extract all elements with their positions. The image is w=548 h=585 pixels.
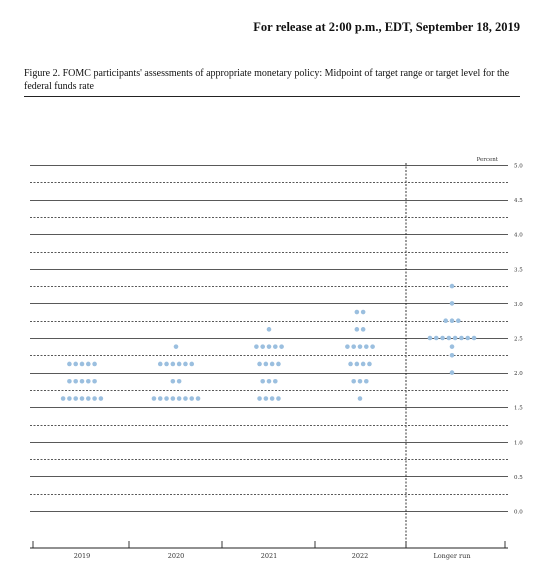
data-dot xyxy=(73,396,78,401)
data-dot xyxy=(260,379,265,384)
data-dot xyxy=(264,362,269,367)
data-dot xyxy=(364,344,369,349)
data-dot xyxy=(264,396,269,401)
data-dot xyxy=(171,396,176,401)
y-tick-label: 2.0 xyxy=(514,371,523,378)
data-dot xyxy=(364,379,369,384)
y-tick-label: 4.5 xyxy=(514,198,523,205)
x-tick-label: 2020 xyxy=(167,552,185,560)
data-dot xyxy=(450,353,455,358)
data-dot xyxy=(257,396,262,401)
data-dot xyxy=(164,362,169,367)
y-tick-label: 5.0 xyxy=(514,163,523,170)
y-tick-label: 1.0 xyxy=(514,440,523,447)
data-dot xyxy=(67,362,72,367)
data-dot xyxy=(450,370,455,375)
data-dot xyxy=(355,310,360,315)
data-dot xyxy=(459,336,464,341)
data-dot xyxy=(355,362,360,367)
data-dot xyxy=(92,362,97,367)
data-dot xyxy=(367,362,372,367)
data-dot xyxy=(92,379,97,384)
data-dot xyxy=(254,344,259,349)
data-dot xyxy=(358,344,363,349)
data-dot xyxy=(358,396,363,401)
data-dot xyxy=(450,284,455,289)
data-dot xyxy=(183,362,188,367)
data-dot xyxy=(80,396,85,401)
data-dot xyxy=(273,379,278,384)
data-dot xyxy=(443,318,448,323)
data-dot xyxy=(361,310,366,315)
data-dot xyxy=(348,362,353,367)
data-dot xyxy=(450,344,455,349)
y-tick-label: 4.0 xyxy=(514,232,523,239)
data-dot xyxy=(450,318,455,323)
y-tick-label: 0.0 xyxy=(514,509,523,516)
data-dot xyxy=(183,396,188,401)
data-dot xyxy=(260,344,265,349)
y-tick-label: 0.5 xyxy=(514,474,523,481)
data-dot xyxy=(92,396,97,401)
data-dot xyxy=(370,344,375,349)
data-dot xyxy=(177,362,182,367)
data-dot xyxy=(177,396,182,401)
x-tick-label: 2022 xyxy=(351,552,369,560)
data-dot xyxy=(61,396,66,401)
data-dot xyxy=(267,379,272,384)
data-dot xyxy=(80,379,85,384)
data-dot xyxy=(440,336,445,341)
data-dot xyxy=(189,396,194,401)
data-dot xyxy=(67,379,72,384)
data-dot xyxy=(270,362,275,367)
data-dot xyxy=(456,318,461,323)
data-dot xyxy=(428,336,433,341)
x-tick-label: Longer run xyxy=(433,552,471,560)
data-dot xyxy=(465,336,470,341)
data-dot xyxy=(86,396,91,401)
data-dot xyxy=(361,327,366,332)
unit-label: Percent xyxy=(476,157,498,163)
data-dot xyxy=(276,362,281,367)
y-tick-label: 3.5 xyxy=(514,267,523,274)
data-dot xyxy=(174,344,179,349)
data-dot xyxy=(189,362,194,367)
data-dot xyxy=(164,396,169,401)
data-dot xyxy=(171,379,176,384)
data-dot xyxy=(86,362,91,367)
figure-caption: Figure 2. FOMC participants' assessments of appropriate monetary policy: Midpoint of target range or target level for the federal funds rate xyxy=(24,68,510,92)
data-dot xyxy=(73,362,78,367)
data-dot xyxy=(450,301,455,306)
data-dot xyxy=(80,362,85,367)
data-dot xyxy=(472,336,477,341)
data-dot xyxy=(158,362,163,367)
y-tick-label: 3.0 xyxy=(514,301,523,308)
data-dot xyxy=(361,362,366,367)
data-dot xyxy=(273,344,278,349)
data-dot xyxy=(152,396,157,401)
data-dot xyxy=(434,336,439,341)
x-tick-label: 2019 xyxy=(73,552,91,560)
data-dot xyxy=(358,379,363,384)
data-dot xyxy=(73,379,78,384)
data-dot xyxy=(171,362,176,367)
data-dot xyxy=(453,336,458,341)
data-dot xyxy=(279,344,284,349)
data-dot xyxy=(345,344,350,349)
y-tick-label: 2.5 xyxy=(514,336,523,343)
data-dot xyxy=(67,396,72,401)
data-dot xyxy=(447,336,452,341)
data-dot xyxy=(351,379,356,384)
x-tick-label: 2021 xyxy=(260,552,278,560)
data-dot xyxy=(196,396,201,401)
data-dot xyxy=(270,396,275,401)
data-dot xyxy=(276,396,281,401)
y-tick-label: 1.5 xyxy=(514,405,523,412)
data-dot xyxy=(158,396,163,401)
data-dot xyxy=(257,362,262,367)
data-dot xyxy=(351,344,356,349)
data-dot xyxy=(355,327,360,332)
data-dot xyxy=(86,379,91,384)
data-dot xyxy=(177,379,182,384)
release-line: For release at 2:00 p.m., EDT, September 18, 2019 xyxy=(253,20,520,34)
data-dot xyxy=(267,344,272,349)
data-dot xyxy=(267,327,272,332)
data-dot xyxy=(99,396,104,401)
